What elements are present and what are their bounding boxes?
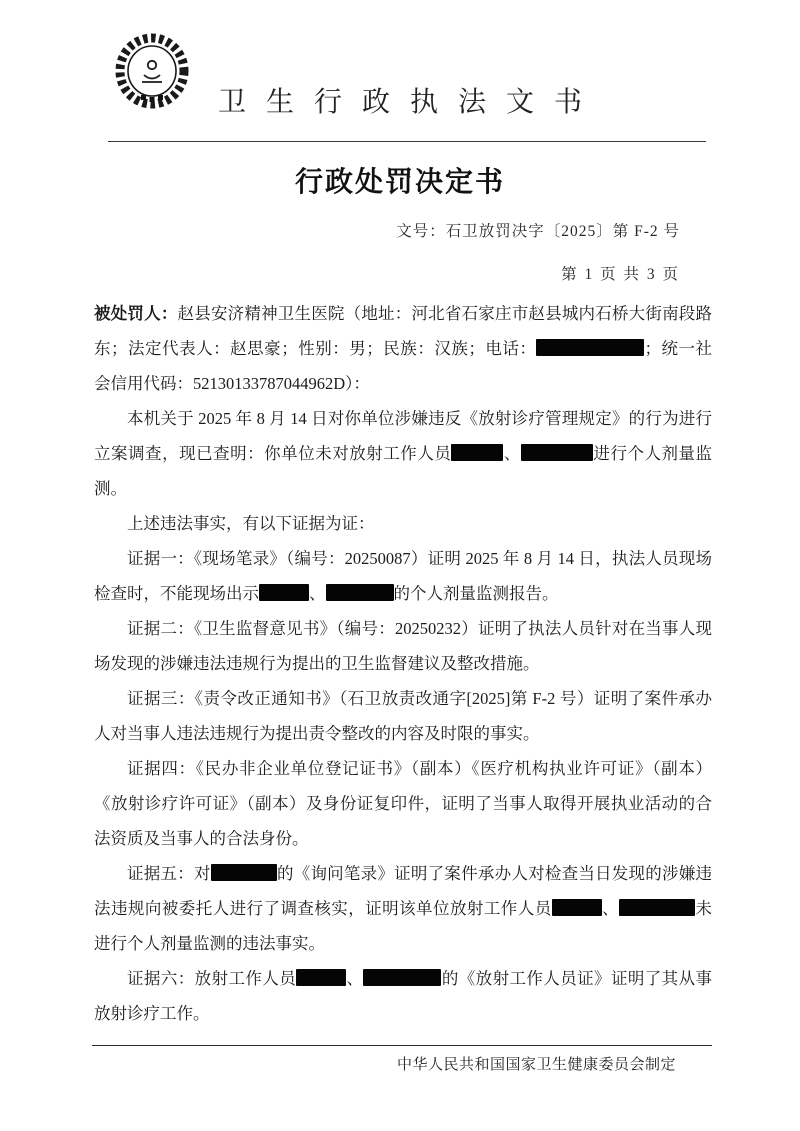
- paragraph: 证据一：《现场笔录》（编号：20250087）证明 2025 年 8 月 14 日，执法人员现场检查时，不能现场出示 、 的个人剂量监测报告。: [94, 549, 712, 603]
- redaction-bar: [363, 969, 441, 986]
- footer-issuer: 中华人民共和国国家卫生健康委员会制定: [396, 1057, 676, 1073]
- header-divider: [108, 141, 706, 142]
- redaction-bar: [521, 444, 593, 461]
- paragraph: 被处罚人：赵县安济精神卫生医院（地址：河北省石家庄市赵县城内石桥大街南段路东；法定代表人：赵思豪；性别：男；民族：汉族；电话： ；统一社会信用代码：52130133787044962D）：: [94, 304, 712, 393]
- footer-divider: [92, 1045, 712, 1046]
- redaction-bar: [451, 444, 503, 461]
- page-number-info: 第 1 页 共 3 页: [561, 266, 680, 283]
- redaction-bar: [259, 584, 309, 601]
- paragraph: 证据三：《责令改正通知书》（石卫放责改通字[2025]第 F-2 号）证明了案件承办人对当事人违法违规行为提出责令整改的内容及时限的事实。: [94, 689, 712, 743]
- redaction-bar: [536, 339, 644, 356]
- document-series-title: 卫生行政执法文书: [217, 87, 602, 118]
- paragraph: 上述违法事实，有以下证据为证：: [127, 514, 375, 533]
- redaction-bar: [211, 864, 277, 881]
- redaction-bar: [619, 899, 695, 916]
- redaction-bar: [552, 899, 602, 916]
- paragraph: 证据五：对 的《询问笔录》证明了案件承办人对检查当日发现的涉嫌违法违规向被委托人进行了调查核实，证明该单位放射工作人员 、 未进行个人剂量监测的违法事实。: [94, 864, 712, 953]
- recipient-label: 被处罚人：: [94, 304, 178, 323]
- redaction-bar: [296, 969, 346, 986]
- paragraph: 证据六：放射工作人员 、 的《放射工作人员证》证明了其从事放射诊疗工作。: [94, 969, 712, 1023]
- redaction-bar: [326, 584, 394, 601]
- paragraph: 本机关于 2025 年 8 月 14 日对你单位涉嫌违反《放射诊疗管理规定》的行为进行立案调查，现已查明：你单位未对放射工作人员 、 进行个人剂量监测。: [94, 409, 712, 498]
- document-body: [94, 296, 712, 1038]
- paragraph: 证据四：《民办非企业单位登记证书》（副本）《医疗机构执业许可证》（副本）《放射诊疗许可证》（副本）及身份证复印件，证明了当事人取得开展执业活动的合法资质及当事人的合法身份。: [94, 759, 712, 848]
- paragraph: 证据二：《卫生监督意见书》（编号：20250232）证明了执法人员针对在当事人现场发现的涉嫌违法违规行为提出的卫生监督建议及整改措施。: [94, 619, 712, 673]
- document-number: 文号：石卫放罚决字〔2025〕第 F-2 号: [396, 223, 680, 240]
- document-title: 行政处罚决定书: [294, 166, 505, 197]
